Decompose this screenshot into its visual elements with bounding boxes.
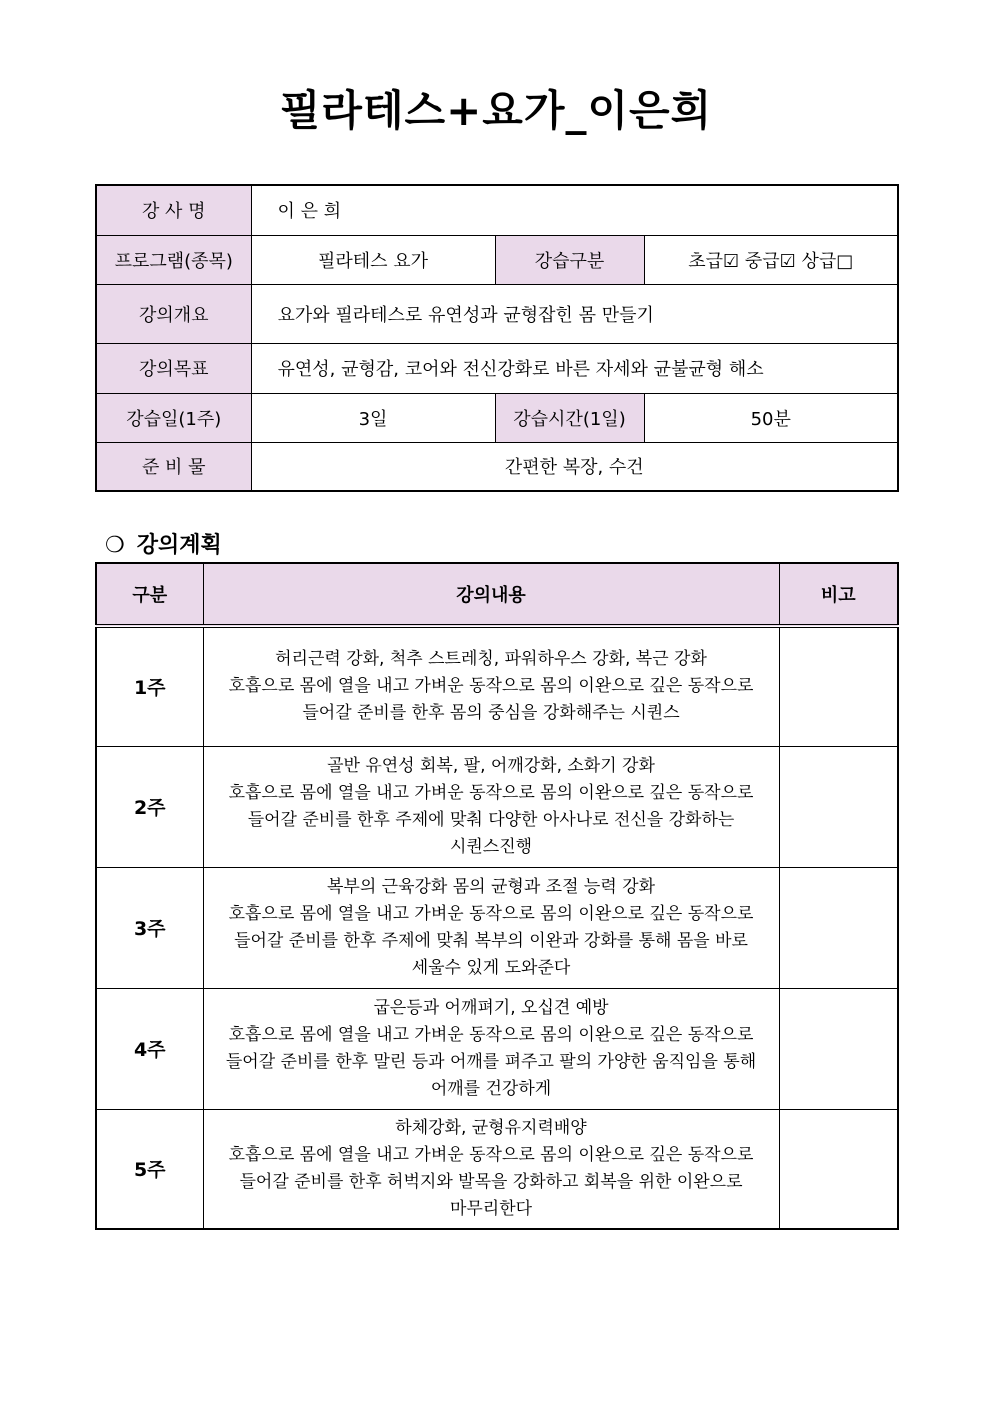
week-header: 구분: [96, 563, 203, 626]
content-cell: [203, 626, 779, 746]
course-info-table: [95, 184, 899, 492]
table-row: [96, 626, 898, 746]
time-value: 50분: [644, 393, 898, 442]
content-line: 복부의 근육강화 몸의 균형과 조절 능력 강화: [326, 876, 656, 897]
supplies-row: [96, 442, 898, 491]
instructor-row: [96, 185, 898, 235]
content-line: 호흡으로 몸에 열을 내고 가벼운 동작으로 몸의 이완으로 깊은 동작으로: [228, 903, 754, 924]
table-row: [96, 746, 898, 867]
content-cell: [203, 867, 779, 988]
content-line: 들어갈 준비를 한후 말린 등과 어깨를 펴주고 팔의 가양한 움직임을 통해: [225, 1051, 757, 1072]
content-line: 시퀀스진행: [449, 836, 533, 857]
overview-label: 강의개요: [96, 284, 251, 343]
content-line: 들어갈 준비를 한후 주제에 맞춰 복부의 이완과 강화를 통해 몸을 바로: [234, 930, 748, 951]
circle-bullet-icon: ❍: [105, 533, 125, 558]
content-line: 세울수 있게 도와준다: [411, 957, 571, 978]
content-line: 들어갈 준비를 한후 허벅지와 발목을 강화하고 회복을 위한 이완으로: [239, 1171, 743, 1192]
content-line: 골반 유연성 회복, 팔, 어깨강화, 소화기 강화: [327, 755, 655, 776]
schedule-row: [96, 393, 898, 442]
table-row: [96, 1109, 898, 1229]
content-line: 호흡으로 몸에 열을 내고 가벼운 동작으로 몸의 이완으로 깊은 동작으로: [228, 676, 754, 697]
note-header: 비고: [779, 563, 898, 626]
content-line: 들어갈 준비를 한후 몸의 중심을 강화해주는 시퀀스: [302, 703, 680, 724]
program-value: 필라테스 요가: [251, 235, 495, 284]
content-header: 강의내용: [203, 563, 779, 626]
content-line: 허리근력 강화, 척추 스트레칭, 파워하우스 강화, 복근 강화: [275, 649, 707, 670]
content-cell: [203, 1109, 779, 1229]
note-cell: [779, 867, 898, 988]
content-line: 호흡으로 몸에 열을 내고 가벼운 동작으로 몸의 이완으로 깊은 동작으로: [228, 1024, 754, 1045]
overview-value: 요가와 필라테스로 유연성과 균형잡힌 몸 만들기: [251, 284, 898, 343]
level-label: 강습구분: [495, 235, 644, 284]
goal-label: 강의목표: [96, 343, 251, 393]
note-cell: [779, 626, 898, 746]
table-row: [96, 988, 898, 1109]
week-cell: 3주: [96, 867, 203, 988]
instructor-value: 이 은 희: [251, 185, 898, 235]
note-cell: [779, 746, 898, 867]
note-cell: [779, 1109, 898, 1229]
days-label: 강습일(1주): [96, 393, 251, 442]
content-line: 마무리한다: [449, 1198, 533, 1219]
table-row: [96, 867, 898, 988]
content-line: 호흡으로 몸에 열을 내고 가벼운 동작으로 몸의 이완으로 깊은 동작으로: [228, 782, 754, 803]
week-cell: 4주: [96, 988, 203, 1109]
overview-row: [96, 284, 898, 343]
supplies-value: 간편한 복장, 수건: [251, 442, 898, 491]
section-heading: [105, 528, 222, 559]
time-label: 강습시간(1일): [495, 393, 644, 442]
page-title: 필라테스+요가_이은희: [279, 86, 713, 135]
days-value: 3일: [251, 393, 495, 442]
goal-value: 유연성, 균형감, 코어와 전신강화로 바른 자세와 균불균형 해소: [251, 343, 898, 393]
content-line: 어깨를 건강하게: [430, 1078, 552, 1099]
goal-row: [96, 343, 898, 393]
section-title: 강의계획: [136, 533, 222, 558]
content-line: 들어갈 준비를 한후 주제에 맞춰 다양한 아사나로 전신을 강화하는: [247, 809, 735, 830]
content-cell: [203, 988, 779, 1109]
instructor-label: 강 사 명: [96, 185, 251, 235]
content-line: 하체강화, 균형유지력배양: [395, 1117, 587, 1138]
week-cell: 1주: [96, 626, 203, 746]
note-cell: [779, 988, 898, 1109]
content-line: 굽은등과 어깨펴기, 오십견 예방: [373, 997, 609, 1018]
plan-header-row: [96, 563, 898, 626]
program-row: [96, 235, 898, 284]
week-cell: 2주: [96, 746, 203, 867]
content-line: 호흡으로 몸에 열을 내고 가벼운 동작으로 몸의 이완으로 깊은 동작으로: [228, 1144, 754, 1165]
content-cell: [203, 746, 779, 867]
program-label: 프로그램(종목): [96, 235, 251, 284]
week-cell: 5주: [96, 1109, 203, 1229]
lecture-plan-table: [95, 562, 899, 1230]
level-value: 초급☑ 중급☑ 상급□: [644, 235, 898, 284]
supplies-label: 준 비 물: [96, 442, 251, 491]
